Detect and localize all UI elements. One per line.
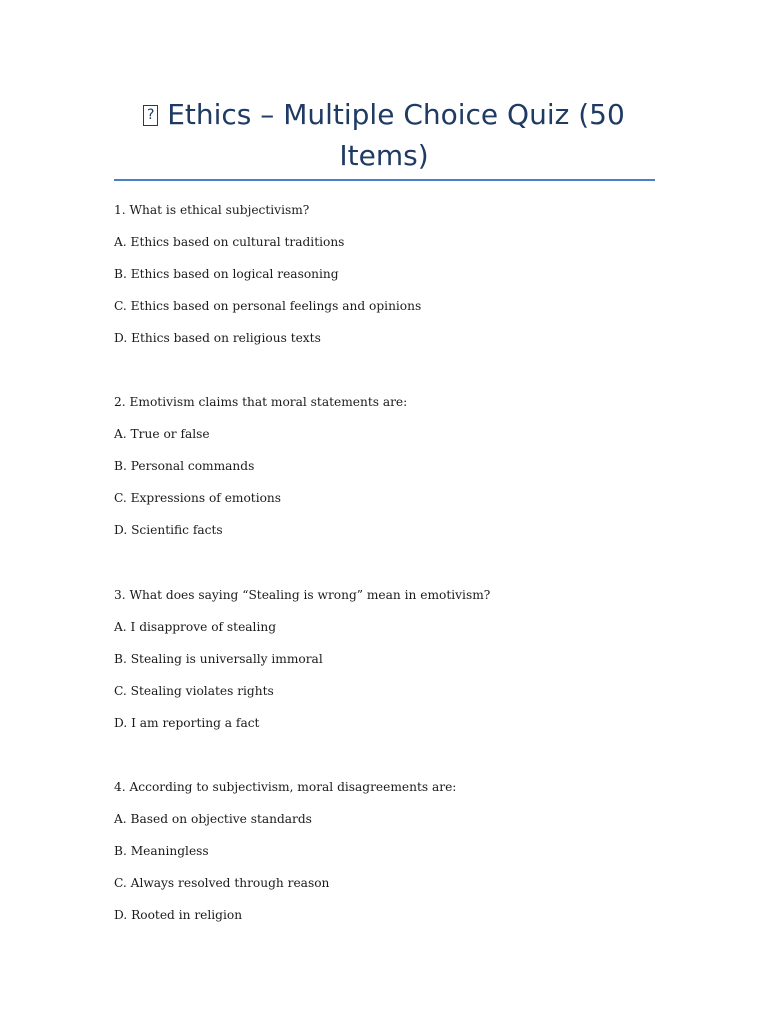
question-text: 2. Emotivism claims that moral statements are: bbox=[114, 395, 408, 409]
answer-option: D. Rooted in religion bbox=[114, 908, 243, 922]
answer-option: B. Stealing is universally immoral bbox=[114, 652, 323, 666]
answer-option: D. I am reporting a fact bbox=[114, 716, 260, 730]
answer-option: D. Scientific facts bbox=[114, 523, 223, 537]
answer-option: C. Always resolved through reason bbox=[114, 876, 330, 890]
answer-option: A. I disapprove of stealing bbox=[114, 620, 276, 634]
answer-option: D. Ethics based on religious texts bbox=[114, 331, 321, 345]
answer-option: A. True or false bbox=[114, 427, 210, 441]
question-text: 1. What is ethical subjectivism? bbox=[114, 203, 310, 217]
question-text: 3. What does saying “Stealing is wrong” mean in emotivism? bbox=[114, 588, 491, 602]
answer-option: A. Based on objective standards bbox=[114, 812, 312, 826]
answer-option: B. Ethics based on logical reasoning bbox=[114, 267, 339, 281]
answer-option: B. Meaningless bbox=[114, 844, 209, 858]
answer-option: C. Expressions of emotions bbox=[114, 491, 282, 505]
page-title bbox=[114, 94, 654, 176]
question-text: 4. According to subjectivism, moral disagreements are: bbox=[114, 780, 457, 794]
answer-option: C. Ethics based on personal feelings and opinions bbox=[114, 299, 422, 313]
page-title-text: Ethics – Multiple Choice Quiz (50 Items) bbox=[167, 98, 625, 172]
answer-option: B. Personal commands bbox=[114, 459, 255, 473]
answer-option: C. Stealing violates rights bbox=[114, 684, 274, 698]
answer-option: A. Ethics based on cultural traditions bbox=[114, 235, 345, 249]
title-divider bbox=[114, 179, 655, 181]
missing-glyph-icon bbox=[143, 105, 158, 126]
